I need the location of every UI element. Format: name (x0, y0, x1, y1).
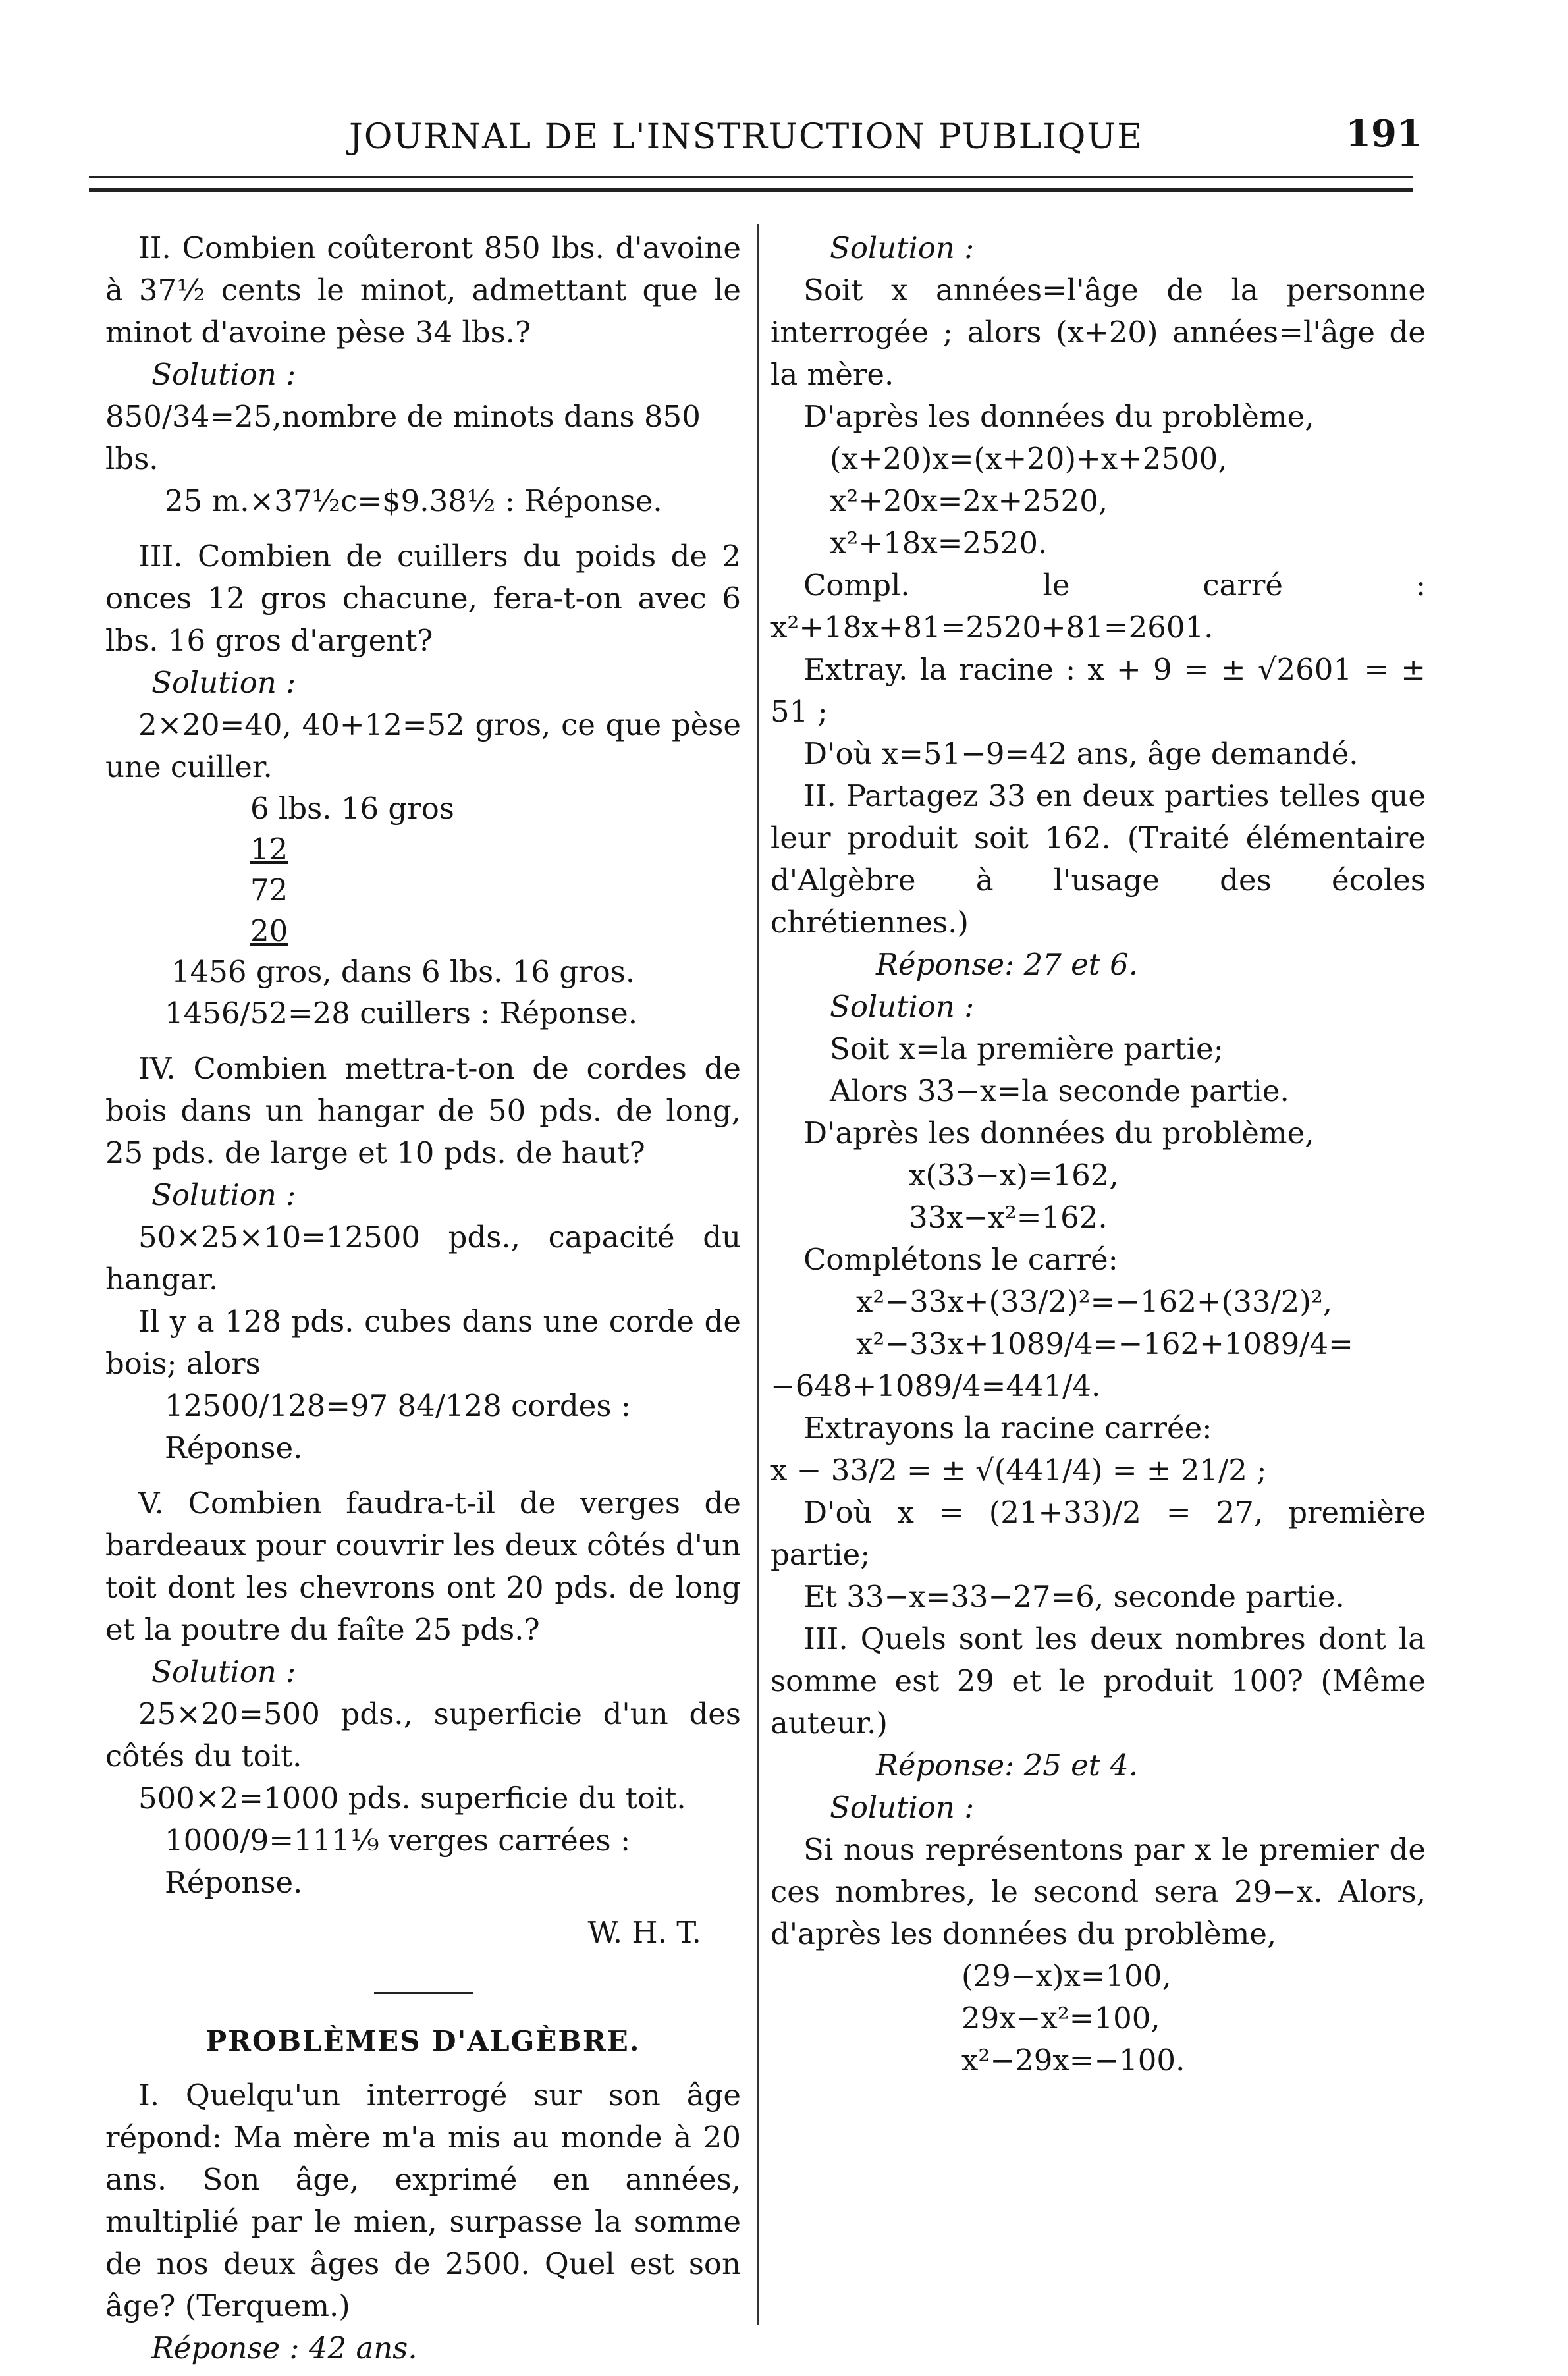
problem-5-line: 500×2=1000 pds. superficie du toit. (138, 1781, 686, 1816)
equation: x(33−x)=162, (909, 1158, 1119, 1193)
calc-line: 1456 gros, dans 6 lbs. 16 gros. (171, 954, 635, 989)
solution-line: Si nous représentons par x le premier de ces nombres, le second sera 29−x. Alors, d'après les données du problème, (770, 1832, 1426, 1951)
algebra-problem-2-solution-label: Solution : (830, 989, 975, 1024)
problem-2-solution-label: Solution : (151, 357, 296, 392)
solution-line: Et 33−x=33−27=6, seconde partie. (803, 1579, 1345, 1614)
solution-line: Compl. le carré : x²+18x+81=2520+81=2601. (770, 568, 1426, 645)
right-column (770, 227, 1426, 2082)
algebra-problem-3-question: III. Quels sont les deux nombres dont la somme est 29 et le produit 100? (Même auteur.) (770, 1621, 1426, 1741)
problem-2-line: 850/34=25,nombre de minots dans 850 lbs. (105, 399, 701, 476)
equation: 33x−x²=162. (909, 1200, 1108, 1235)
algebra-problem-3-solution-label: Solution : (830, 1790, 975, 1825)
solution-line: Soit x=la première partie; (830, 1031, 1224, 1066)
solution-line: Alors 33−x=la seconde partie. (830, 1073, 1289, 1108)
solution-line: D'après les données du problème, (803, 399, 1314, 434)
algebra-problem-3-answer: Réponse: 25 et 4. (876, 1748, 1139, 1783)
solution-line: Complétons le carré: (803, 1242, 1118, 1277)
solution-line: D'où x=51−9=42 ans, âge demandé. (803, 736, 1359, 771)
solution-line: Extrayons la racine carrée: (803, 1411, 1212, 1445)
problem-4-line: Il y a 128 pds. cubes dans une corde de bois; alors (105, 1304, 741, 1381)
solution-label: Solution : (830, 230, 975, 265)
section-rule (374, 1992, 473, 1994)
calc-line: 72 (250, 873, 288, 907)
calc-line: 20 (250, 913, 288, 948)
problem-4-answer: 12500/128=97 84/128 cordes : Réponse. (165, 1388, 631, 1465)
problem-5-line: 25×20=500 pds., superficie d'un des côtés du toit. (105, 1696, 741, 1773)
calc-line: 12 (250, 832, 288, 867)
solution-line: D'après les données du problème, (803, 1116, 1314, 1150)
header-rule-thin (89, 176, 1413, 178)
page-number: 191 (1345, 112, 1422, 155)
problem-2-answer: 25 m.×37½c=$9.38½ : Réponse. (165, 483, 662, 518)
equation: −648+1089/4=441/4. (770, 1368, 1101, 1403)
page-header (79, 112, 1422, 171)
problem-5-answer: 1000/9=111⅑ verges carrées : Réponse. (165, 1823, 631, 1900)
problem-4-solution-label: Solution : (151, 1177, 296, 1212)
problem-2-question: II. Combien coûteront 850 lbs. d'avoine à 37½ cents le minot, admettant que le minot d'avoine pèse 34 lbs.? (105, 230, 741, 350)
problem-3-line: 2×20=40, 40+12=52 gros, ce que pèse une cuiller. (105, 707, 741, 784)
column-divider (757, 224, 759, 2325)
journal-title: JOURNAL DE L'INSTRUCTION PUBLIQUE (349, 117, 1144, 157)
problem-5-question: V. Combien faudra-t-il de verges de bardeaux pour couvrir les deux côtés d'un toit dont les chevrons ont 20 pds. de long et la poutre du faîte 25 pds.? (105, 1486, 741, 1647)
equation: (29−x)x=100, (961, 1958, 1172, 1993)
solution-line: D'où x = (21+33)/2 = 27, première partie; (770, 1495, 1426, 1572)
signature: W. H. T. (587, 1915, 701, 1950)
algebra-problem-2-question: II. Partagez 33 en deux parties telles que leur produit soit 162. (Traité élémentaire d'Algèbre à l'usage des écoles chrétiennes.) (770, 778, 1426, 940)
equation: x²+20x=2x+2520, (830, 483, 1108, 518)
section-title: PROBLÈMES D'ALGÈBRE. (205, 2025, 641, 2057)
header-rule-thick (89, 188, 1413, 192)
equation: x²−33x+1089/4=−162+1089/4= (856, 1326, 1353, 1361)
calc-line: 6 lbs. 16 gros (250, 791, 454, 826)
left-column (105, 227, 741, 2369)
algebra-problem-1-answer: Réponse : 42 ans. (151, 2331, 418, 2365)
problem-3-solution-label: Solution : (151, 665, 296, 700)
equation: x²+18x=2520. (830, 526, 1048, 560)
problem-4-question: IV. Combien mettra-t-on de cordes de bois dans un hangar de 50 pds. de long, 25 pds. de large et 10 pds. de haut? (105, 1051, 741, 1170)
equation: x − 33/2 = ± √(441/4) = ± 21/2 ; (770, 1453, 1267, 1488)
equation: x²−29x=−100. (961, 2043, 1185, 2078)
problem-5-solution-label: Solution : (151, 1654, 296, 1689)
algebra-problem-1-question: I. Quelqu'un interrogé sur son âge répond: Ma mère m'a mis au monde à 20 ans. Son âge, exprimé en années, multiplié par le mien, surpasse la somme de nos deux âges de 2500. Quel est son âge? (Terquem.) (105, 2078, 741, 2323)
equation: 29x−x²=100, (961, 2001, 1160, 2036)
solution-line: Extray. la racine : x + 9 = ± √2601 = ± 51 ; (770, 652, 1426, 729)
solution-line: Soit x années=l'âge de la personne interrogée ; alors (x+20) années=l'âge de la mère. (770, 273, 1426, 392)
problem-3-answer: 1456/52=28 cuillers : Réponse. (165, 996, 638, 1031)
equation: (x+20)x=(x+20)+x+2500, (830, 441, 1228, 476)
algebra-problem-2-answer: Réponse: 27 et 6. (876, 947, 1139, 982)
problem-3-question: III. Combien de cuillers du poids de 2 onces 12 gros chacune, fera-t-on avec 6 lbs. 16 gros d'argent? (105, 539, 741, 658)
problem-4-line: 50×25×10=12500 pds., capacité du hangar. (105, 1220, 741, 1297)
equation: x²−33x+(33/2)²=−162+(33/2)², (856, 1284, 1333, 1319)
